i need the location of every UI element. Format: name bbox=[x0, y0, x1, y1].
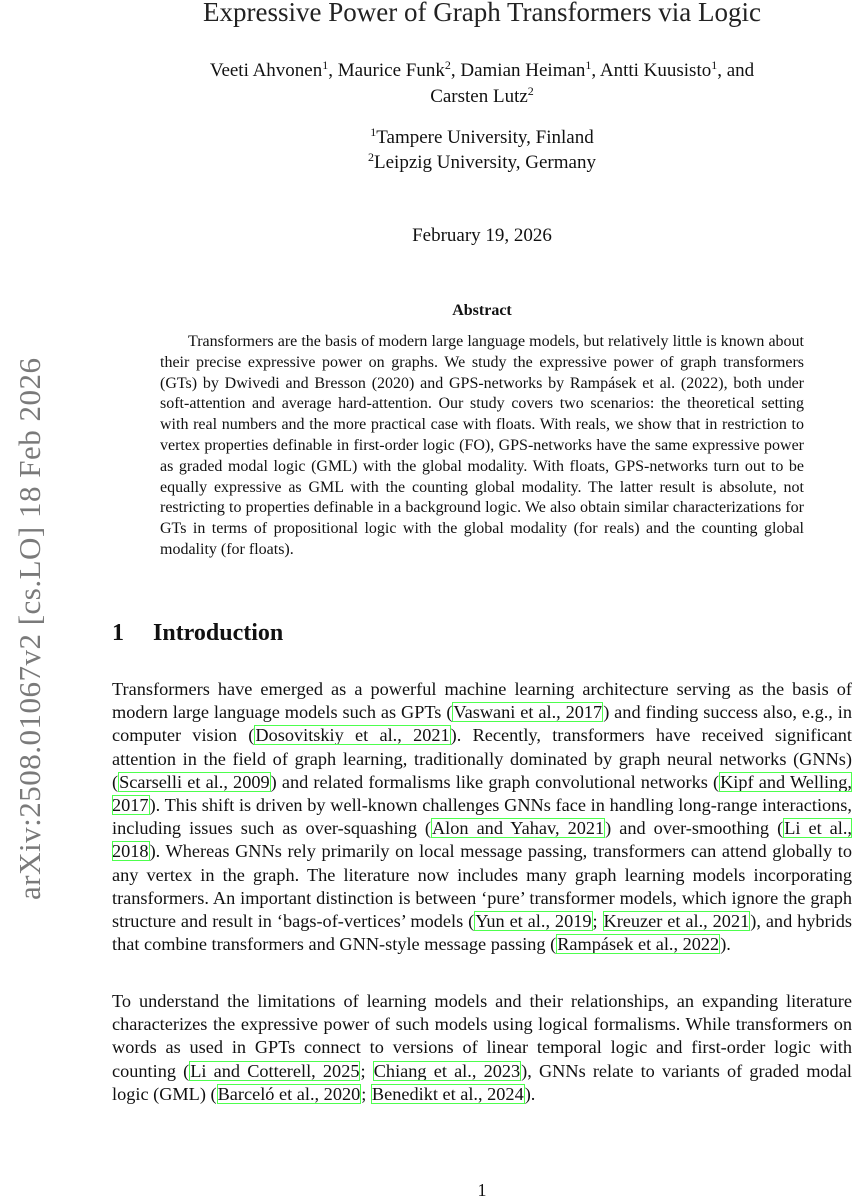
citation-link[interactable]: Yun et al., 2019 bbox=[475, 911, 592, 932]
author-separator: , and bbox=[717, 60, 755, 81]
section-heading bbox=[112, 620, 283, 647]
paragraph bbox=[112, 678, 852, 956]
citation-link[interactable]: Benedikt et al., 2024 bbox=[371, 1083, 524, 1104]
citation-link[interactable]: Alon and Yahav, 2021 bbox=[431, 818, 605, 839]
paper-date: February 19, 2026 bbox=[412, 225, 552, 246]
author-separator: , bbox=[328, 60, 338, 81]
citation-link[interactable]: Li and Cotterell, 2025 bbox=[190, 1060, 360, 1081]
affiliation-mark: 2 bbox=[368, 150, 375, 164]
affiliation-mark: 1 bbox=[370, 125, 377, 139]
paragraph-text: ; bbox=[360, 1060, 373, 1081]
citation-link[interactable]: Li et al., 2018 bbox=[112, 818, 852, 862]
author-name: Damian Heiman bbox=[460, 60, 586, 81]
author-name: Veeti Ahvonen bbox=[209, 60, 323, 81]
citation-link[interactable]: Rampásek et al., 2022 bbox=[557, 934, 720, 955]
arxiv-watermark bbox=[12, 0, 52, 1200]
paragraph-text: ; bbox=[592, 911, 603, 932]
citation-link[interactable]: Vaswani et al., 2017 bbox=[453, 702, 603, 723]
affiliation-mark: 2 bbox=[444, 58, 451, 72]
affiliation-mark: 1 bbox=[711, 58, 718, 72]
abstract-heading: Abstract bbox=[452, 302, 512, 319]
paragraph bbox=[112, 990, 852, 1106]
page-number: 1 bbox=[477, 1180, 487, 1200]
affiliation-mark: 1 bbox=[585, 58, 592, 72]
abstract-text: Transformers are the basis of modern large language models, but relatively little is known about their precise expressive power on graphs. We study the expressive power of graph transformers (GTs) by Dwivedi and Bresson (2020) and GPS-networks by Rampásek et al. (2022), both under soft-attention and average hard-attention. Our study covers two scenarios: the theoretical setting with real numbers and the more practical case with floats. With reals, we show that in restriction to vertex properties definable in first-order logic (FO), GPS-networks have the same expressive power as graded modal logic (GML) with the global modality. With floats, GPS-networks turn out to be equally expressive as GML with the counting global modality. The latter result is absolute, not restricting to properties definable in a background logic. We also obtain similar characterizations for GTs in terms of propositional logic with the global modality (for reals) and the counting global modality (for floats). bbox=[160, 333, 804, 558]
affiliation-line bbox=[112, 150, 852, 175]
paragraph-text: ) and related formalisms like graph convolutional networks ( bbox=[270, 771, 720, 792]
author-name: Maurice Funk bbox=[337, 60, 445, 81]
author-name: Carsten Lutz bbox=[430, 86, 528, 107]
affiliation-list bbox=[112, 125, 852, 175]
affiliation-mark: 2 bbox=[527, 84, 534, 98]
affiliation-mark: 1 bbox=[322, 58, 329, 72]
author-separator: , bbox=[591, 60, 600, 81]
author-list bbox=[112, 58, 852, 110]
paragraph-text: ). Recently, transformers have received significant attention in the field of graph learning, traditionally dominated by graph neural networks (GNNs) ( bbox=[112, 725, 853, 792]
citation-link[interactable]: Kipf and Welling, 2017 bbox=[112, 771, 852, 816]
arxiv-identifier[interactable]: arXiv:2508.01067v2 [cs.LO] 18 Feb 2026 bbox=[12, 357, 47, 900]
section-number: 1 bbox=[112, 620, 124, 646]
citation-link[interactable]: Scarselli et al., 2009 bbox=[119, 771, 270, 792]
paragraph-text: ; bbox=[361, 1083, 371, 1104]
affiliation-name: Leipzig University, Germany bbox=[374, 152, 596, 173]
paragraph-text: ). This shift is driven by well-known challenges GNNs face in handling long-range interactions, including issues such as over-squashing ( bbox=[112, 795, 852, 839]
paragraph-text: ), and hybrids that combine transformers and GNN-style message passing ( bbox=[112, 911, 852, 955]
citation-link[interactable]: Kreuzer et al., 2021 bbox=[603, 911, 750, 932]
affiliation-line bbox=[112, 125, 852, 150]
paragraph-text: ). bbox=[720, 934, 731, 955]
paragraph-text: To understand the limitations of learning models and their relationships, an expanding literature characterizes the expressive power of such models using logical formalisms. While transformers on words as used in GPTs connect to versions of linear temporal logic and first-order logic with counting ( bbox=[112, 991, 852, 1081]
citation-link[interactable]: Dosovitskiy et al., 2021 bbox=[255, 725, 450, 746]
paragraph-text: Transformers have emerged as a powerful machine learning architecture serving as the basis of modern large language models such as GPTs ( bbox=[112, 679, 852, 723]
paragraph-text: ), GNNs relate to variants of graded modal logic (GML) ( bbox=[112, 1060, 853, 1104]
author-name: Antti Kuusisto bbox=[599, 60, 712, 81]
affiliation-name: Tampere University, Finland bbox=[376, 127, 594, 148]
paragraph-text: ) and finding success also, e.g., in computer vision ( bbox=[112, 702, 852, 746]
citation-link[interactable]: Barceló et al., 2020 bbox=[217, 1083, 361, 1104]
paper-title: Expressive Power of Graph Transformers via Logic bbox=[203, 0, 761, 27]
paragraph-text: ). bbox=[524, 1083, 536, 1104]
section-title-text: Introduction bbox=[153, 620, 284, 646]
paragraph-text: ). Whereas GNNs rely primarily on local message passing, transformers can attend globally to any vertex in the graph. The literature now includes many graph learning models incorporating transformers. An important distinction is between ‘pure’ transformer models, which ignore the graph structure and result in ‘bags-of-vertices’ models ( bbox=[112, 841, 852, 932]
paragraph-text: ) and over-smoothing ( bbox=[605, 818, 784, 839]
author-separator: , bbox=[450, 60, 461, 81]
citation-link[interactable]: Chiang et al., 2023 bbox=[373, 1060, 521, 1081]
